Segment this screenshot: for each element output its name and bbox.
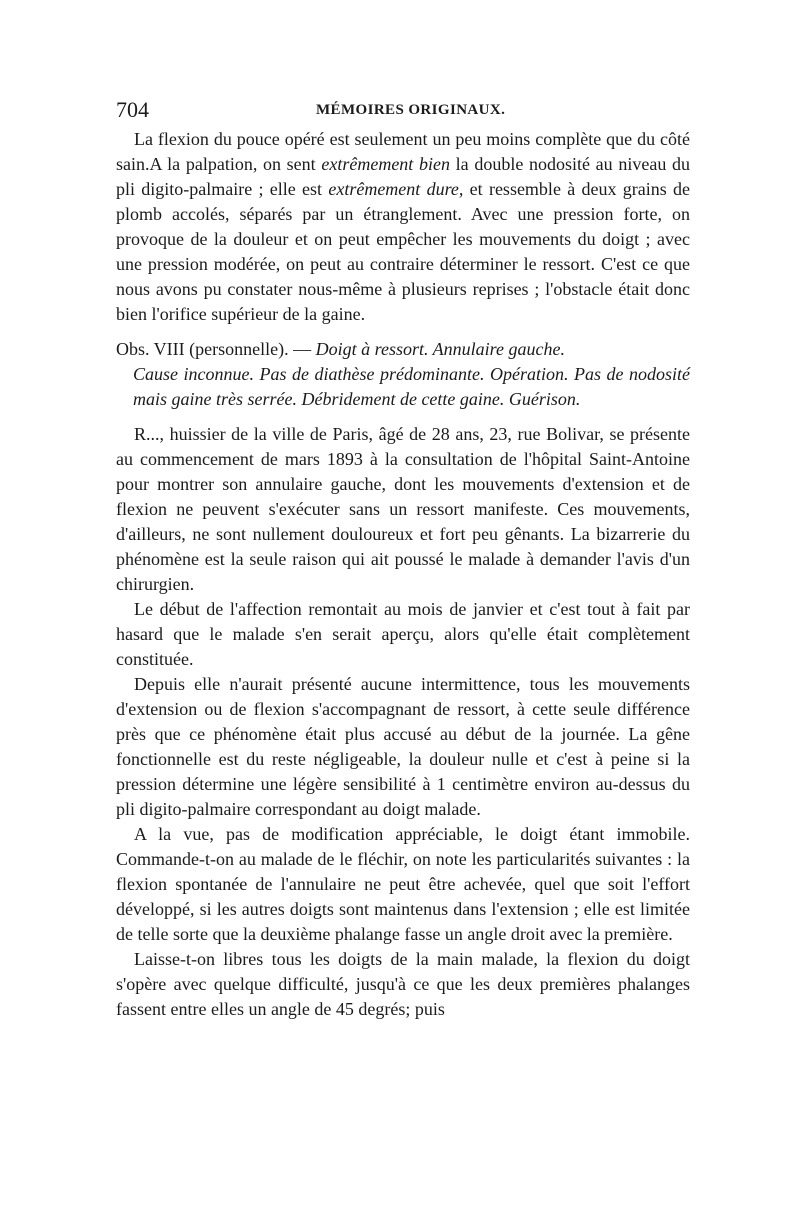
observation-dash: — [288, 339, 316, 359]
observation-title-line-1: Doigt à ressort. Annulaire gauche. [315, 339, 565, 359]
observation-heading [116, 337, 690, 412]
paragraph-1 [116, 127, 690, 327]
page-body [116, 127, 690, 1022]
running-head: MÉMOIRES ORIGINAUX. [316, 102, 506, 118]
observation-heading-line-1 [116, 337, 690, 362]
paragraph-5: A la vue, pas de modification appréciable, le doigt étant immobile. Commande-t-on au malade de le fléchir, on note les particularités suivantes : la flexion spontanée de l'annulaire ne peut être achevée, quel que soit l'effort développé, si les autres doigts sont maintenus dans l'extension ; elle est limitée de telle sorte que la deuxième phalange fasse un angle droit avec la première. [116, 824, 690, 944]
paragraph-2: R..., huissier de la ville de Paris, âgé de 28 ans, 23, rue Bolivar, se présente au commencement de mars 1893 à la consultation de l'hôpital Saint-Antoine pour montrer son annulaire gauche, dont les mouvements d'extension et de flexion ne peuvent s'exécuter sans un ressort manifeste. Ces mouvements, d'ailleurs, ne sont nullement douloureux et fort peu gênants. La bizarrerie du phénomène est la seule raison qui ait poussé le malade à demander l'avis d'un chirurgien. [116, 424, 690, 594]
observation-title-rest: Cause inconnue. Pas de diathèse prédominante. Opération. Pas de nodosité mais gaine très serrée. Débridement de cette gaine. Guérison. [133, 364, 690, 409]
paragraph-4: Depuis elle n'aurait présenté aucune intermittence, tous les mouvements d'extension ou de flexion s'accompagnant de ressort, à cette seule différence près que ce phénomène était plus accusé au début de la journée. La gêne fonctionnelle est du reste négligeable, la douleur nulle et c'est à peine si la pression détermine une légère sensibilité à 1 centimètre environ au-dessus du pli digito-palmaire correspondant au doigt malade. [116, 674, 690, 819]
page-number: 704 [116, 97, 149, 122]
paragraph-1-text-c: la double nodosité au niveau du pli digito-palmaire ; elle est [116, 154, 690, 199]
paragraph-6: Laisse-t-on libres tous les doigts de la main malade, la flexion du doigt s'opère avec quelque difficulté, jusqu'à ce que les deux premières phalanges fassent entre elles un angle de 45 degrés; puis [116, 949, 690, 1019]
observation-label: Obs. VIII (personnelle). [116, 339, 289, 359]
paragraph-1-emphasis-1: extrêmement bien [321, 154, 450, 174]
paragraph-1-text-e: et ressemble à deux grains de plomb accolés, séparés par un étranglement. Avec une pression forte, on provoque de la douleur et on peut empêcher les mouvements du doigt ; avec une pression modérée, on peut au contraire déterminer le ressort. C'est ce que nous avons pu constater nous-même à plusieurs reprises ; l'obstacle était donc bien l'orifice supérieur de la gaine. [116, 179, 690, 324]
paragraph-1-emphasis-2: extrêmement dure, [328, 179, 464, 199]
paragraph-3: Le début de l'affection remontait au mois de janvier et c'est tout à fait par hasard que le malade s'en serait aperçu, alors qu'elle était complètement constituée. [116, 599, 690, 669]
page-header [116, 96, 690, 124]
paragraph-1-text-a: La flexion du pouce opéré est seulement un peu moins complète que du côté sain.A la palpation, on sent [116, 129, 690, 174]
